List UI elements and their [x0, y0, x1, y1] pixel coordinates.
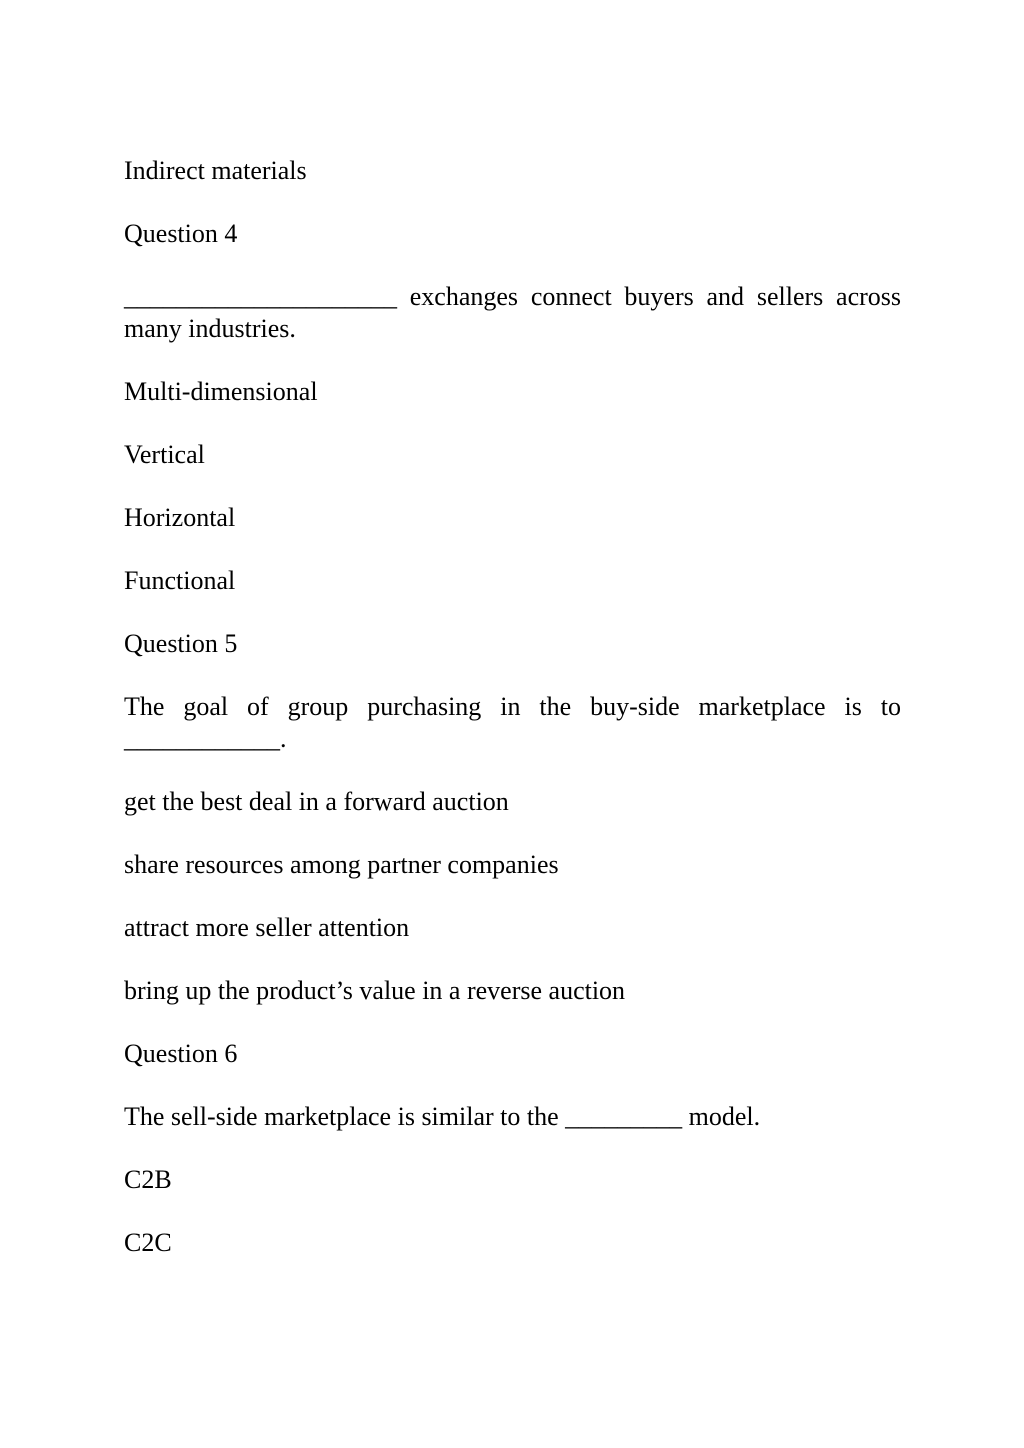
answer-option: Functional: [124, 566, 236, 595]
question-text: The sell-side marketplace is similar to the _________ model.: [124, 1102, 761, 1131]
answer-option: Horizontal: [124, 503, 236, 532]
answer-option: C2B: [124, 1165, 172, 1194]
question-text: The goal of group purchasing in the buy-side marketplace is to ____________.: [124, 692, 901, 753]
answer-option: Vertical: [124, 440, 205, 469]
question-heading: Question 6: [124, 1039, 238, 1068]
answer-option: Indirect materials: [124, 156, 307, 185]
answer-option: Multi-dimensional: [124, 377, 318, 406]
question-heading: Question 4: [124, 219, 238, 248]
question-text: _____________________ exchanges connect buyers and sellers across many industries.: [124, 282, 901, 343]
answer-option: attract more seller attention: [124, 913, 410, 942]
answer-option: bring up the product’s value in a reverse auction: [124, 976, 626, 1005]
answer-option: share resources among partner companies: [124, 850, 559, 879]
answer-option: C2C: [124, 1228, 172, 1257]
document-body: [124, 155, 901, 1290]
question-heading: Question 5: [124, 629, 238, 658]
answer-option: get the best deal in a forward auction: [124, 787, 509, 816]
